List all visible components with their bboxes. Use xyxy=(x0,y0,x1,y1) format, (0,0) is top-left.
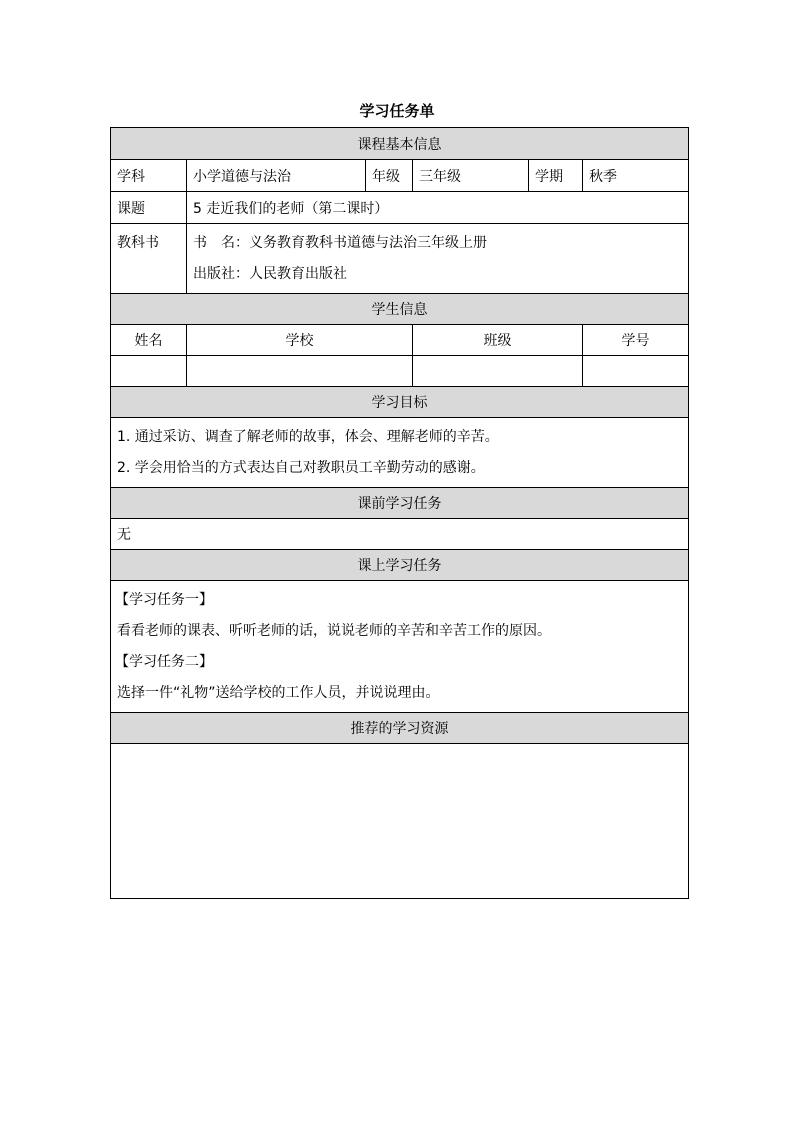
textbook-label-text: 教科书 xyxy=(117,235,159,251)
term-label: 学期 xyxy=(529,160,583,192)
task1-content: 看看老师的课表、听听老师的话，说说老师的辛苦和辛苦工作的原因。 xyxy=(117,623,551,639)
student-school-header: 学校 xyxy=(187,325,413,356)
publisher: 人民教育出版社 xyxy=(249,266,347,282)
textbook-label xyxy=(111,224,187,294)
in-class-header: 课上学习任务 xyxy=(111,550,689,581)
topic-value: 5 走近我们的老师（第二课时） xyxy=(187,192,689,224)
student-id-cell[interactable] xyxy=(583,356,689,387)
student-class-cell[interactable] xyxy=(413,356,583,387)
subject-label: 学科 xyxy=(111,160,187,192)
subject-value: 小学道德与法治 xyxy=(187,160,366,192)
pre-class-header: 课前学习任务 xyxy=(111,488,689,519)
goals-header: 学习目标 xyxy=(111,387,689,418)
basic-info-header: 课程基本信息 xyxy=(111,128,689,160)
task1-title: 【学习任务一】 xyxy=(115,592,213,608)
task-sheet-table xyxy=(110,127,689,899)
publisher-line xyxy=(193,259,682,290)
resources-content[interactable] xyxy=(111,744,689,899)
pre-class-content: 无 xyxy=(111,519,689,550)
task2-title: 【学习任务二】 xyxy=(115,654,213,670)
goal-item: 2. 学会用恰当的方式表达自己对教职员工辛勤劳动的感谢。 xyxy=(117,460,485,476)
student-name-cell[interactable] xyxy=(111,356,187,387)
book-name-line xyxy=(193,228,682,259)
publisher-prefix: 出版社： xyxy=(193,266,249,282)
student-name-header: 姓名 xyxy=(111,325,187,356)
term-value: 秋季 xyxy=(583,160,689,192)
goal-item: 1. 通过采访、调查了解老师的故事，体会、理解老师的辛苦。 xyxy=(117,429,499,445)
student-class-header: 班级 xyxy=(413,325,583,356)
textbook-info xyxy=(187,224,689,294)
goals-list xyxy=(111,418,689,488)
student-id-header: 学号 xyxy=(583,325,689,356)
topic-label: 课题 xyxy=(111,192,187,224)
task2-content: 选择一件“礼物”送给学校的工作人员，并说说理由。 xyxy=(117,685,440,701)
student-school-cell[interactable] xyxy=(187,356,413,387)
book-name-prefix: 书 名： xyxy=(193,235,249,251)
book-name: 义务教育教科书道德与法治三年级上册 xyxy=(249,235,487,251)
in-class-content xyxy=(111,581,689,713)
student-info-header: 学生信息 xyxy=(111,294,689,325)
resources-header: 推荐的学习资源 xyxy=(111,713,689,744)
grade-value: 三年级 xyxy=(413,160,529,192)
document-title: 学习任务单 xyxy=(359,102,435,120)
grade-label: 年级 xyxy=(366,160,413,192)
